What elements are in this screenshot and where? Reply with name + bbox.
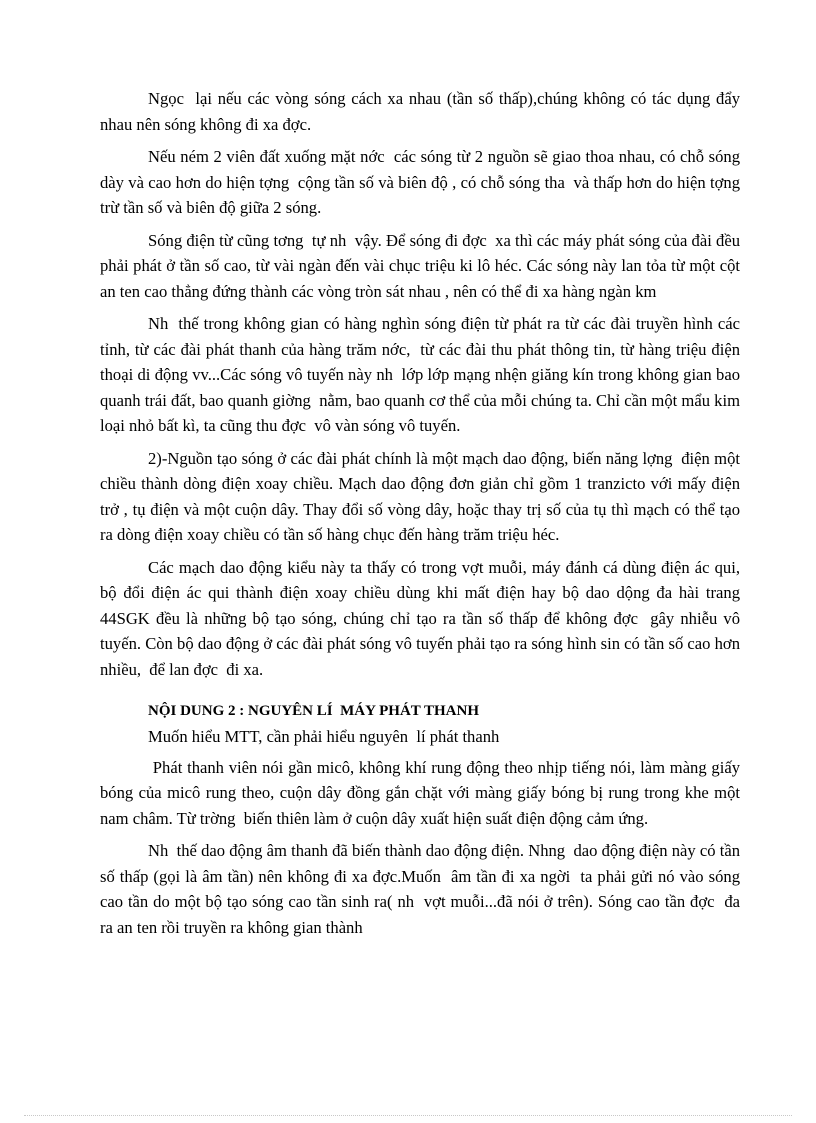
document-page [100,86,749,947]
paragraph: Sóng điện từ cũng tơng tự nh vậy. Để sóng đi đợc xa thì các máy phát sóng của đài đều phải phát ở tần số cao, từ vài ngàn đến vài chục triệu ki lô héc. Các sóng này lan tỏa từ một cột an ten cao thẳng đứng thành các vòng tròn sát nhau , nên có thể đi xa hàng ngàn km [100,230,745,301]
paragraph: Nh thế dao động âm thanh đã biến thành dao động điện. Nhng dao động điện này có tần số thấp (gọi là âm tần) nên không đi xa đợc.Muốn âm tần đi xa ngời ta phải gửi nó vào sóng cao tần do một bộ tạo sóng cao tần sinh ra( nh vợt muỗi...đã nói ở trên). Sóng cao tần đợc đa ra an ten rồi truyền ra không gian thành [100,841,749,937]
paragraph: Ngọc lại nếu các vòng sóng cách xa nhau (tần số thấp),chúng không có tác dụng đẩy nhau nên sóng không đi xa đợc. [100,89,745,134]
section-subheading: Muốn hiểu MTT, cần phải hiểu nguyên lí phát thanh [148,727,500,746]
page-bottom-rule [24,1115,792,1116]
paragraph: Nếu ném 2 viên đất xuống mặt nớc các sóng từ 2 nguồn sẽ giao thoa nhau, có chỗ sóng dày và cao hơn do hiện tợng cộng tần số và biên độ , có chỗ sóng tha và thấp hơn do hiện tợng trừ tần số và biên độ giữa 2 sóng. [100,147,749,217]
paragraph: Các mạch dao động kiểu này ta thấy có trong vợt muỗi, máy đánh cá dùng điện ác qui, bộ đổi điện ác qui thành điện xoay chiều dùng khi mất điện hay bộ dao dộng đa hài trang 44SGK đều là những bộ tạo sóng, chúng chỉ tạo ra tần số thấp để không đợc gây nhiễu vô tuyến. Còn bộ dao động ở các đài phát sóng vô tuyến phải tạo ra sóng hình sin có tần số cao hơn nhiều, để lan đợc đi xa. [100,557,745,679]
paragraph: 2)-Nguồn tạo sóng ở các đài phát chính là một mạch dao động, biến năng lợng điện một chiều thành dòng điện xoay chiều. Mạch dao động đơn giản chỉ gồm 1 tranzicto với mấy điện trở , tụ điện và một cuộn dây. Thay đổi số vòng dây, hoặc thay trị số của tụ thì mạch có thể tạo ra dòng điện xoay chiều có tần số hàng chục đến hàng trăm triệu héc. [100,448,745,544]
paragraph: Phát thanh viên nói gần micô, không khí rung động theo nhịp tiếng nói, làm màng giấy bóng của micô rung theo, cuộn dây đồng gắn chặt với màng giấy bóng bị rung trong khe một nam châm. Từ trờng biến thiên làm ở cuộn dây xuất hiện suất điện động cảm ứng. [100,757,745,828]
paragraph: Nh thế trong không gian có hàng nghìn sóng điện từ phát ra từ các đài truyền hình các tỉnh, từ các đài phát thanh của hàng trăm nớc, từ các đài thu phát thông tin, từ hàng triệu điện thoại di động vv...Các sóng vô tuyến này nh lớp lớp mạng nhện giăng kín trong không gian bao quanh trái đất, bao quanh giờng nằm, bao quanh cơ thể của mỗi chúng ta. Chỉ cần một mẩu kim loại nhỏ bất kì, ta cũng thu đợc vô vàn sóng vô tuyến. [100,314,745,435]
section-heading: NỘI DUNG 2 : NGUYÊN LÍ MÁY PHÁT THANH [148,703,479,719]
